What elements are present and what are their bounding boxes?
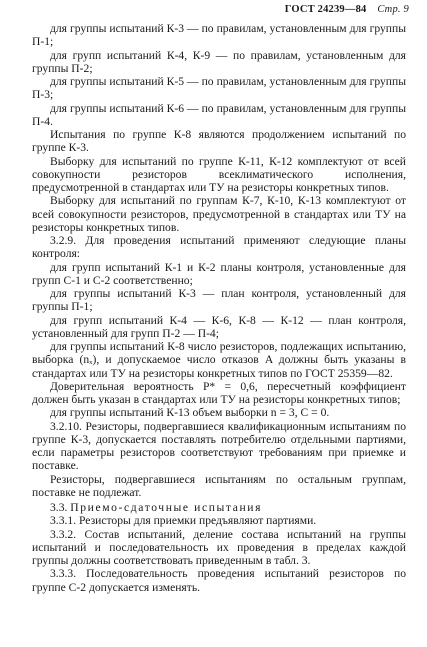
paragraph: 3.3.2. Состав испытаний, деление состава испытаний на группы испытаний и последовательность их проведения в пределах каждой группы должны соответствовать приведенным в табл. 3. — [32, 527, 406, 567]
page-number: Стр. 9 — [377, 4, 409, 15]
paragraph: 3.2.9. Для проведения испытаний применяют следующие планы контроля: — [32, 234, 406, 261]
paragraph: Выборку для испытаний по группам К-7, К-10, К-13 комплектуют от всей совокупности резисторов, предусмотренной в стандартах или ТУ на резисторы конкретных типов. — [32, 194, 406, 234]
page-header — [285, 4, 409, 15]
paragraph: Выборку для испытаний по группе К-11, К-12 комплектуют от всей совокупности резисторов всеклиматического исполнения, предусмотренной в стандартах или ТУ на резисторы конкретных типов. — [32, 154, 406, 194]
paragraph: Резисторы, подвергавшиеся испытаниям по остальным группам, поставке не подлежат. — [32, 472, 406, 499]
standard-number: ГОСТ 24239—84 — [284, 4, 367, 15]
paragraph: для группы испытаний К-3 — план контроля, установленный для группы П-1; — [32, 287, 406, 314]
paragraph: для группы испытаний К-3 — по правилам, установленным для группы П-1; — [32, 22, 406, 49]
paragraph: Испытания по группе К-8 являются продолжением испытаний по группе К-3. — [32, 128, 406, 155]
section-number: 3.3. — [50, 501, 68, 514]
document-body — [32, 22, 406, 594]
paragraph: Доверительная вероятность P* = 0,6, пересчетный коэффициент должен быть указан в стандартах или ТУ на резисторы конкретных типов; — [32, 379, 406, 406]
section-title: Приемо-сдаточные испытания — [70, 501, 263, 514]
section-heading — [32, 501, 406, 514]
paragraph: для групп испытаний К-1 и К-2 планы контроля, установленные для групп С-1 и С-2 соответственно; — [32, 260, 406, 287]
paragraph: 3.2.10. Резисторы, подвергавшиеся квалификационным испытаниям по группе К-3, допускается поставлять потребителю отдельными партиями, если параметры резисторов соответствуют требованиям при приемке и поставке. — [32, 419, 406, 473]
paragraph: для групп испытаний К-4, К-9 — по правилам, установленным для группы П-2; — [32, 48, 406, 75]
paragraph: 3.3.3. Последовательность проведения испытаний резисторов по группе С-2 допускается изменять. — [32, 567, 406, 594]
paragraph: для групп испытаний К-4 — К-6, К-8 — К-12 — план контроля, установленный для групп П-2 — П-4; — [32, 313, 406, 340]
paragraph: для группы испытаний К-8 число резисторов, подлежащих испытанию, выборка (nₓ), и допускаемое число отказов A должны быть указаны в стандартах или ТУ на резисторы конкретных типов по ГОСТ 25359—82. — [32, 340, 406, 380]
paragraph: для группы испытаний К-6 — по правилам, установленным для группы П-4. — [32, 101, 406, 128]
paragraph: 3.3.1. Резисторы для приемки предъявляют партиями. — [50, 514, 317, 528]
paragraph: для группы испытаний К-5 — по правилам, установленным для группы П-3; — [32, 75, 406, 102]
paragraph: для группы испытаний К-13 объем выборки n = 3, C = 0. — [50, 406, 330, 420]
